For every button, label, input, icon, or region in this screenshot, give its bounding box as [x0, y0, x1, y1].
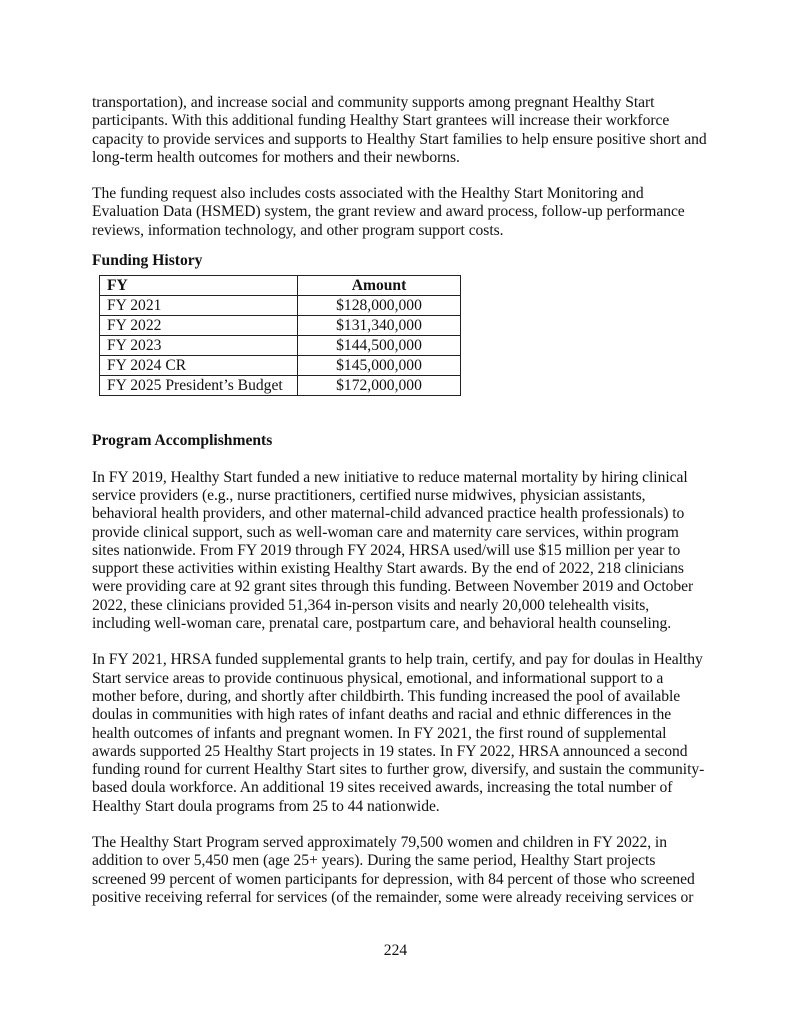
amount-cell: $144,500,000	[298, 336, 461, 356]
funding-history-table	[99, 275, 461, 396]
table-row	[100, 316, 461, 336]
fy-cell: FY 2023	[100, 336, 298, 356]
intro-paragraph-2: The funding request also includes costs associated with the Healthy Start Monitoring and Evaluation Data (HSMED) system, the grant review and award process, follow-up performance reviews, information technology, and other program support costs.	[92, 185, 685, 239]
page-number: 224	[383, 942, 408, 959]
amount-cell: $172,000,000	[298, 376, 461, 396]
table-row	[100, 356, 461, 376]
amount-cell: $131,340,000	[298, 316, 461, 336]
column-header-amount: Amount	[298, 276, 461, 296]
table-header-row	[100, 276, 461, 296]
fy-cell: FY 2022	[100, 316, 298, 336]
table-row	[100, 336, 461, 356]
column-header-fy: FY	[100, 276, 298, 296]
funding-history-heading: Funding History	[92, 252, 203, 270]
amount-cell: $128,000,000	[298, 296, 461, 316]
document-page	[92, 94, 710, 907]
table-row	[100, 376, 461, 396]
table-row	[100, 296, 461, 316]
program-accomplishments-heading: Program Accomplishments	[92, 432, 273, 450]
intro-paragraph-1: transportation), and increase social and community supports among pregnant Healthy Start participants. With this additional funding Healthy Start grantees will increase their workforce capacity to provide services and supports to Healthy Start families to help ensure positive short and long-term health outcomes for mothers and their newborns.	[92, 94, 707, 166]
accomplishments-paragraph-1: In FY 2019, Healthy Start funded a new initiative to reduce maternal mortality by hiring clinical service providers (e.g., nurse practitioners, certified nurse midwives, physician assistants, behavioral health providers, and other maternal-child advanced practice health professionals) to provide clinical support, such as well-woman care and maternity care services, within program sites nationwide. From FY 2019 through FY 2024, HRSA used/will use $15 million per year to support these activities within existing Healthy Start awards. By the end of 2022, 218 clinicians were providing care at 92 grant sites through this funding. Between November 2019 and October 2022, these clinicians provided 51,364 in-person visits and nearly 20,000 telehealth visits, including well-woman care, prenatal care, postpartum care, and behavioral health counseling.	[92, 468, 694, 633]
amount-cell: $145,000,000	[298, 356, 461, 376]
fy-cell: FY 2024 CR	[100, 356, 298, 376]
fy-cell: FY 2025 President’s Budget	[100, 376, 298, 396]
fy-cell: FY 2021	[100, 296, 298, 316]
accomplishments-paragraph-2: In FY 2021, HRSA funded supplemental grants to help train, certify, and pay for doulas in Healthy Start service areas to provide continuous physical, emotional, and informational support to a mother before, during, and shortly after childbirth. This funding increased the pool of available doulas in communities with high rates of infant deaths and racial and ethnic differences in the health outcomes of infants and pregnant women. In FY 2021, the first round of supplemental awards supported 25 Healthy Start projects in 19 states. In FY 2022, HRSA announced a second funding round for current Healthy Start sites to further grow, diversify, and sustain the community-based doula workforce. An additional 19 sites received awards, increasing the total number of Healthy Start doula programs from 25 to 44 nationwide.	[92, 651, 705, 815]
accomplishments-paragraph-3: The Healthy Start Program served approximately 79,500 women and children in FY 2022, in addition to over 5,450 men (age 25+ years). During the same period, Healthy Start projects screened 99 percent of women participants for depression, with 84 percent of those who screened positive receiving referral for services (of the remainder, some were already receiving services or	[92, 834, 695, 906]
